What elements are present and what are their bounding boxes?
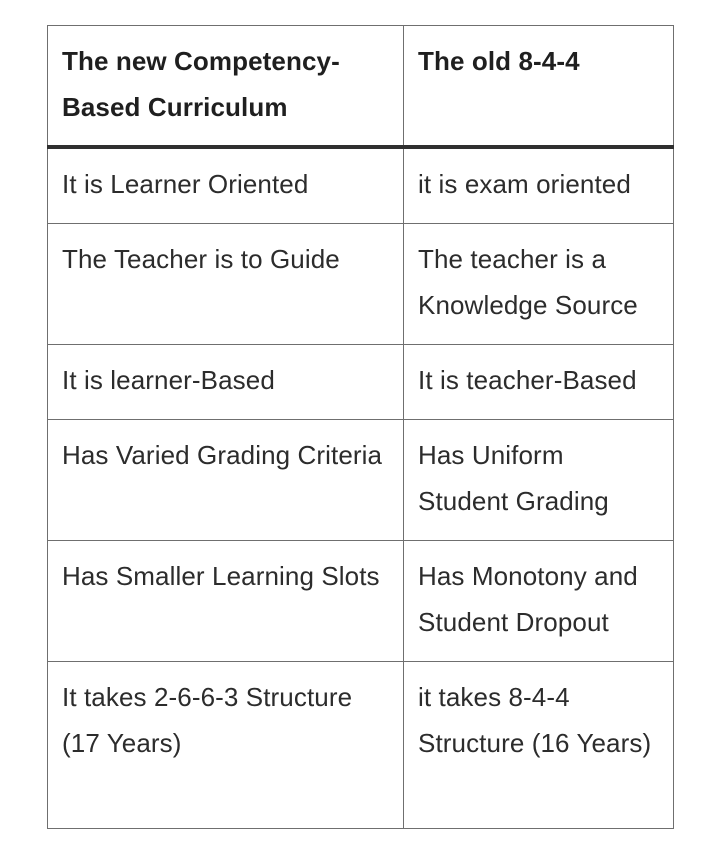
table-row	[48, 541, 674, 662]
header-row	[48, 26, 674, 148]
table-row	[48, 224, 674, 345]
header-cbc: The new Competency-Based Curriculum	[48, 26, 404, 148]
cell-cbc: It is Learner Oriented	[48, 147, 404, 224]
cell-844: It is teacher-Based	[404, 345, 674, 420]
cell-cbc: It takes 2-6-6-3 Structure (17 Years)	[48, 662, 404, 829]
cell-cbc: The Teacher is to Guide	[48, 224, 404, 345]
cell-cbc: Has Varied Grading Criteria	[48, 420, 404, 541]
comparison-table	[47, 25, 674, 829]
table-row	[48, 662, 674, 829]
cell-844: it takes 8-4-4 Structure (16 Years)	[404, 662, 674, 829]
cell-844: it is exam oriented	[404, 147, 674, 224]
cell-844: The teacher is a Knowledge Source	[404, 224, 674, 345]
cell-844: Has Uniform Student Grading	[404, 420, 674, 541]
header-844: The old 8-4-4	[404, 26, 674, 148]
table-row	[48, 147, 674, 224]
table-row	[48, 420, 674, 541]
cell-844: Has Monotony and Student Dropout	[404, 541, 674, 662]
cell-cbc: Has Smaller Learning Slots	[48, 541, 404, 662]
cell-cbc: It is learner-Based	[48, 345, 404, 420]
table-row	[48, 345, 674, 420]
